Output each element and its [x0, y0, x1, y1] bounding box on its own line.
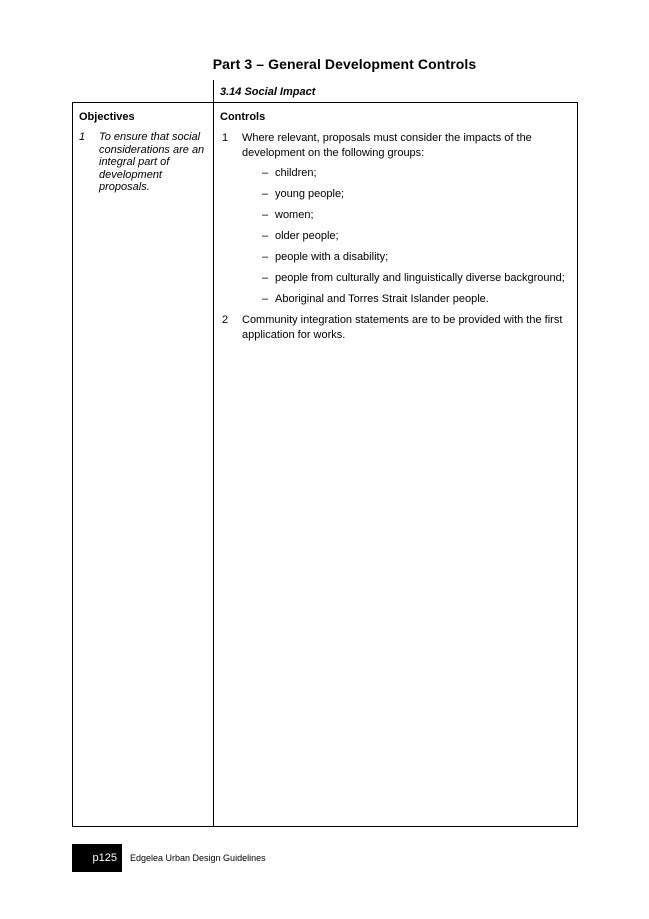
controls-heading: Controls: [220, 111, 266, 123]
control-text: Community integration statements are to be provided with the first application for works.: [242, 314, 563, 341]
dash-bullet: –: [262, 167, 269, 179]
part-title-text: Part 3 – General Development Controls: [212, 56, 477, 72]
dash-bullet: –: [262, 293, 269, 305]
section-header-divider: [213, 80, 214, 103]
list-item-text: Aboriginal and Torres Strait Islander people.: [275, 293, 489, 305]
control-number: 2: [222, 314, 229, 326]
objectives-heading: Objectives: [79, 111, 135, 123]
dash-bullet: –: [262, 272, 269, 284]
section-title: 3.14 Social Impact: [220, 86, 316, 98]
list-item-text: women;: [275, 209, 314, 221]
objective-text: To ensure that social considerations are an integral part of development proposals.: [99, 131, 205, 194]
page-title: [0, 56, 649, 72]
list-item-text: children;: [275, 167, 317, 179]
dash-bullet: –: [262, 251, 269, 263]
list-item-text: older people;: [275, 230, 339, 242]
footer-document-title: Edgelea Urban Design Guidelines: [130, 853, 266, 863]
dash-bullet: –: [262, 188, 269, 200]
control-number: 1: [222, 132, 229, 144]
list-item-text: young people;: [275, 188, 345, 200]
page-number-badge: p125: [72, 844, 122, 872]
objective-number: 1: [79, 131, 86, 143]
dash-bullet: –: [262, 230, 269, 242]
list-item-text: people from culturally and linguistically diverse background;: [275, 272, 565, 284]
dash-bullet: –: [262, 209, 269, 221]
control-text: Where relevant, proposals must consider the impacts of the development on the following groups:: [242, 132, 532, 159]
content-table-frame: [72, 102, 578, 827]
column-divider: [213, 102, 214, 826]
list-item-text: people with a disability;: [275, 251, 389, 263]
